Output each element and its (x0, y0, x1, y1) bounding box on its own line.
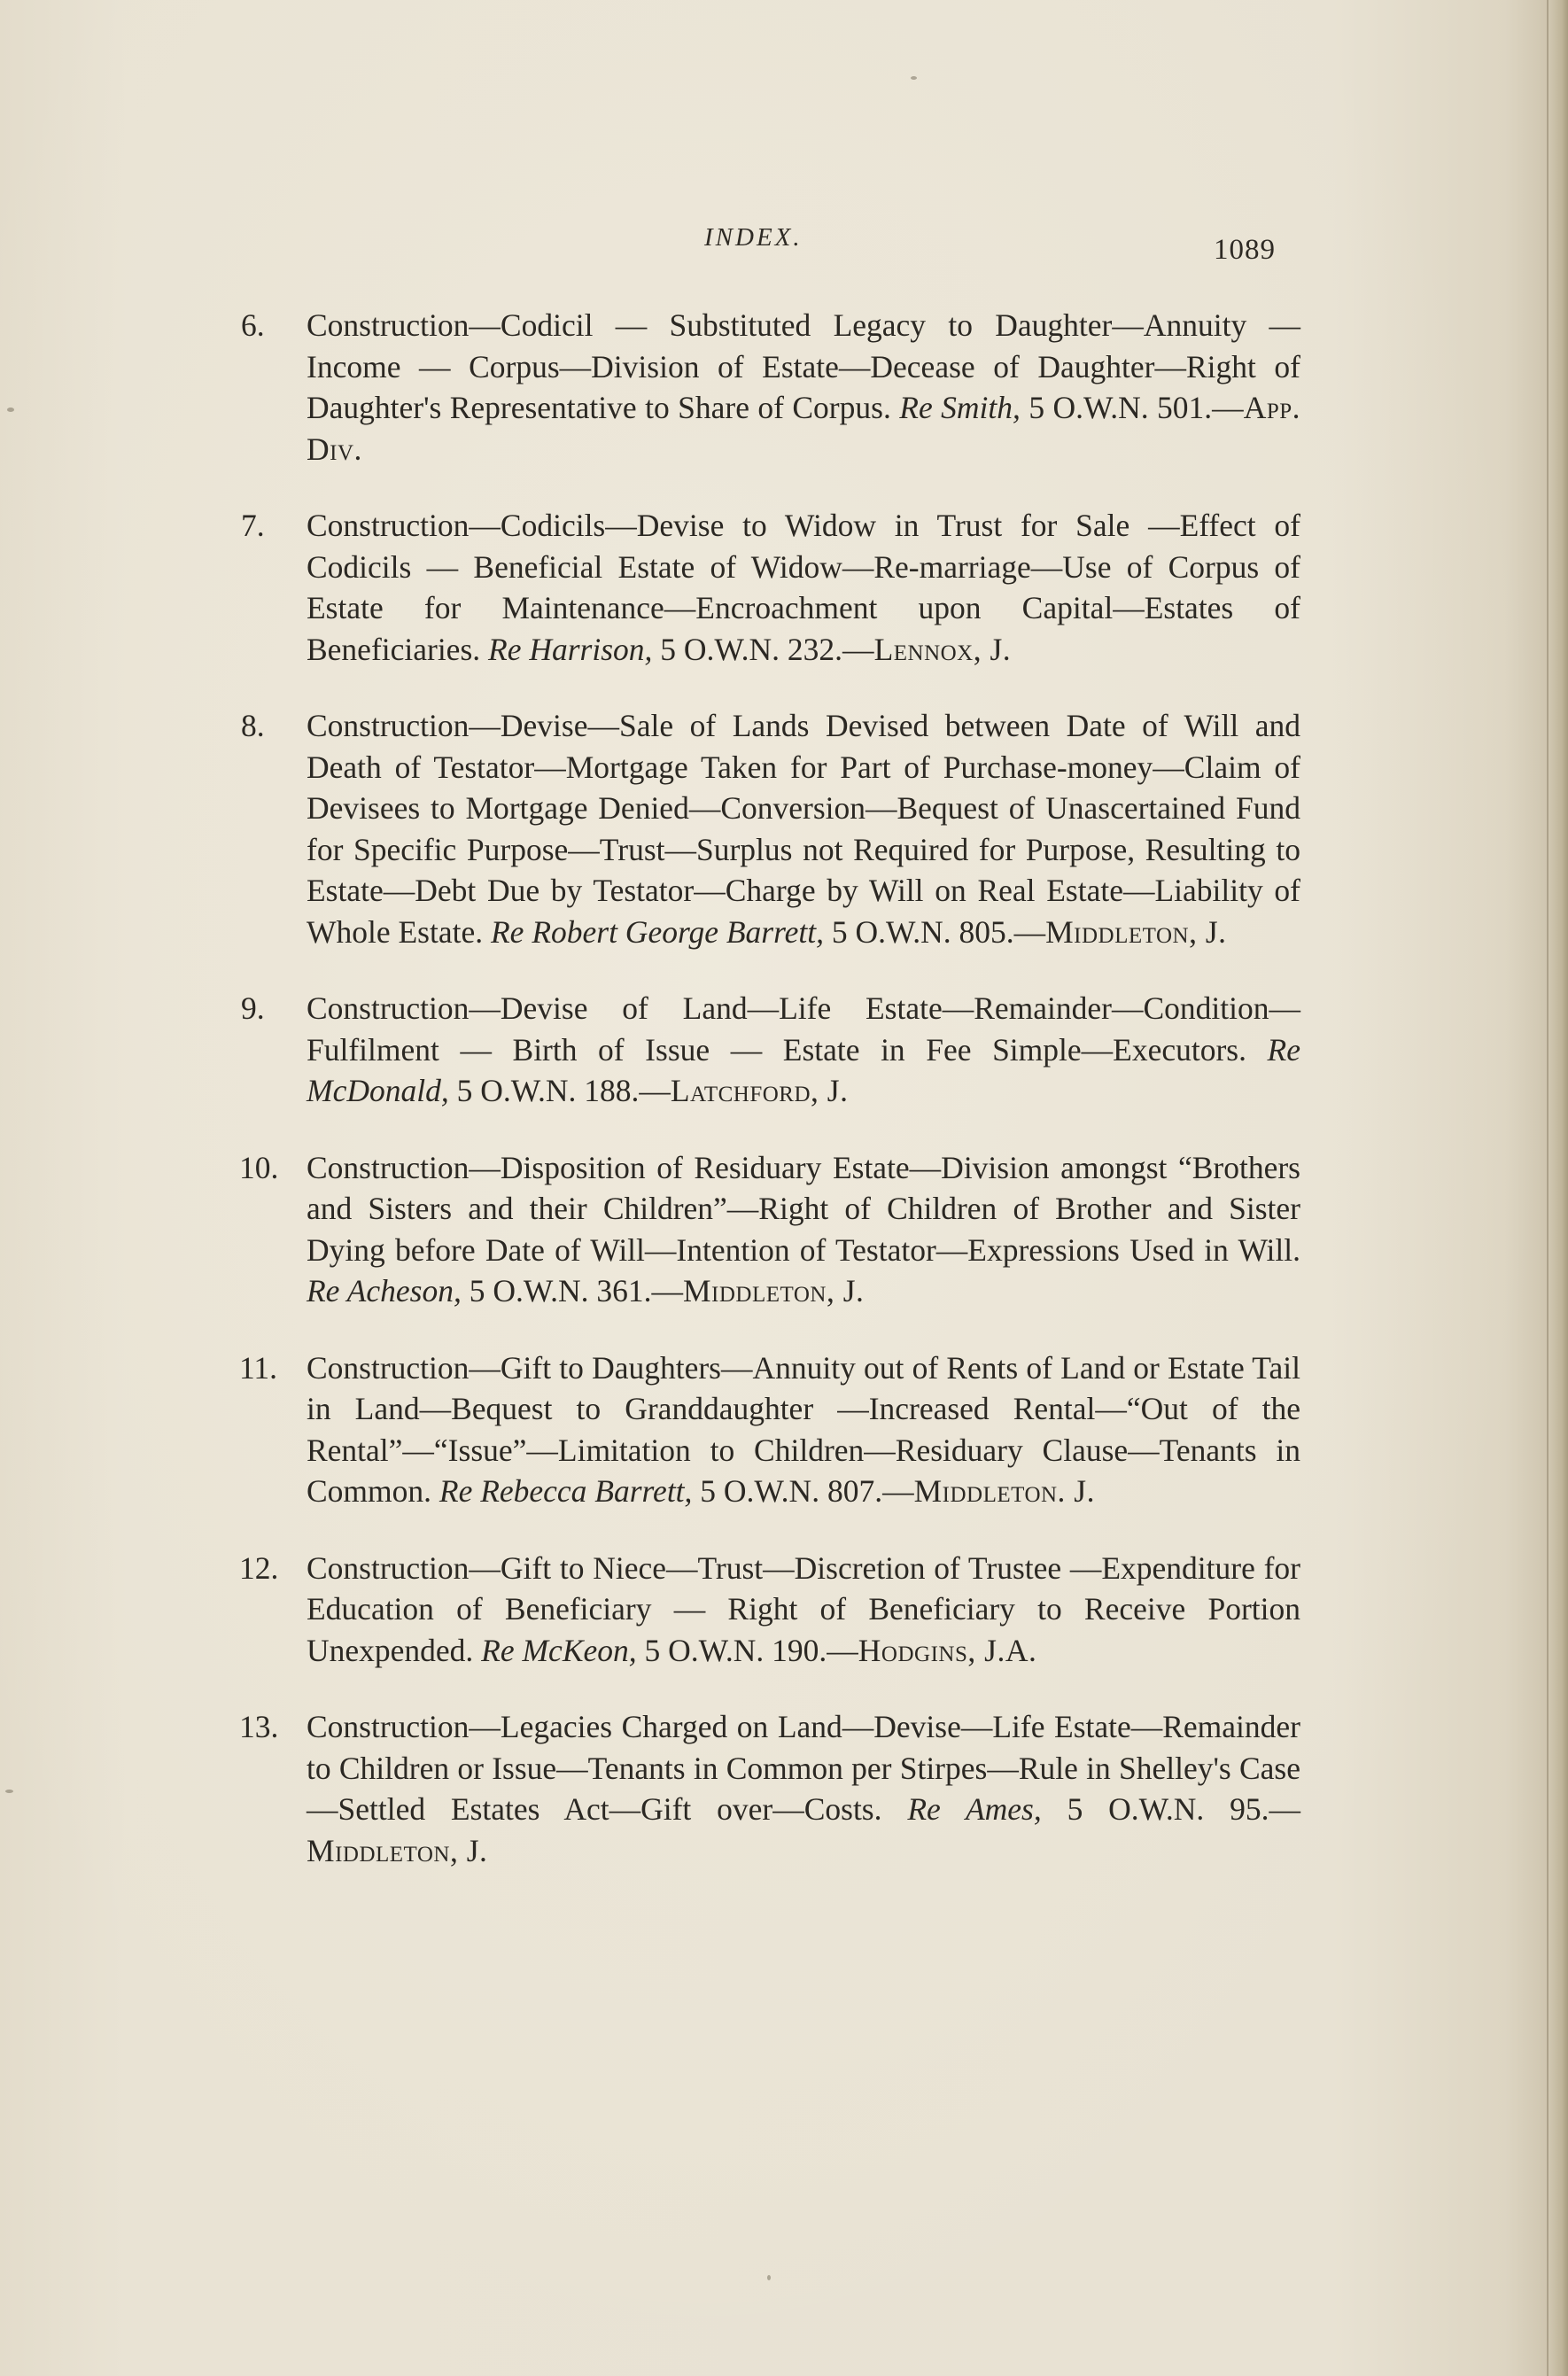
entry-number: 11. (239, 1349, 278, 1386)
case-name: Re McDonald, (307, 1031, 1300, 1108)
entry-number: 9. (241, 990, 265, 1026)
court-name: App. Div. (307, 390, 1301, 467)
paper-speck (5, 1790, 13, 1793)
entry-text: Construction—Codicils—Devise to Widow in Trust for Sale —Effect of Codicils — Beneficial Estate of Widow—Re-marriage—Use of Corpus of Estate for Maintenance—Encroachment upon Capital—Estates of Beneficiaries. (307, 508, 1300, 667)
entry-number: 12. (239, 1549, 279, 1586)
index-entry (241, 1347, 1300, 1512)
citation: 5 O.W.N. 807.— (700, 1473, 914, 1509)
page-number: 1089 (1214, 234, 1276, 266)
index-entry (241, 1548, 1300, 1672)
entry-text: Construction—Devise—Sale of Lands Devised between Date of Will and Death of Testator—Mortgage Taken for Part of Purchase-money—Claim of Devisees to Mortgage Denied—Conversion—Bequest of Unascertained Fund for Specific Purpose—Trust—Surplus not Required for Purpose, Resulting to Estate—Debt Due by Testator—Charge by Will on Real Estate—Liability of Whole Estate. (307, 708, 1300, 950)
index-entry-list (241, 305, 1300, 1906)
court-name: Lennox, J. (873, 631, 1012, 667)
case-name: Re Smith, (899, 390, 1021, 425)
index-entry (241, 988, 1300, 1112)
court-name: Latchford, J. (670, 1073, 849, 1108)
entry-number: 7. (241, 508, 265, 543)
court-name: Middleton, J. (1045, 913, 1227, 950)
citation: 5 O.W.N. 361.— (469, 1273, 683, 1308)
entry-number: 10. (239, 1149, 279, 1185)
court-name: Middleton, J. (682, 1273, 865, 1308)
citation: 5 O.W.N. 95.— (1067, 1791, 1300, 1827)
court-name: Middleton, J. (307, 1832, 488, 1868)
entry-text: Construction—Legacies Charged on Land—Devise—Life Estate—Remainder to Children or Issue—Tenants in Common per Stirpes—Rule in Shelley's Case—Settled Estates Act—Gift over—Costs. (307, 1709, 1300, 1827)
case-name: Re McKeon, (481, 1632, 637, 1668)
entry-number: 8. (241, 708, 265, 743)
entry-text: Construction—Gift to Niece—Trust—Discretion of Trustee —Expenditure for Education of Beneficiary — Right of Beneficiary to Receive Portion Unexpended. (307, 1549, 1300, 1668)
case-name: Re Acheson, (307, 1273, 462, 1308)
case-name: Re Robert George Barrett, (491, 913, 824, 950)
index-entry (241, 505, 1300, 670)
entry-text: Construction—Codicil — Substituted Legacy to Daughter—Annuity — Income — Corpus—Division of Estate—Decease of Daughter—Right of Daughter's Representative to Share of Corpus. (307, 307, 1300, 425)
index-entry (241, 305, 1300, 470)
page-edge-shadow (1538, 0, 1568, 2376)
entry-text: Construction—Disposition of Residuary Estate—Division amongst “Brothers and Sisters and their Children”—Right of Children of Brother and Sister Dying before Date of Will—Intention of Testator—Expressions Used in Will. (307, 1149, 1300, 1268)
court-name: Hodgins, J.A. (858, 1632, 1037, 1668)
citation: 5 O.W.N. 805.— (831, 913, 1046, 950)
page-edge-line (1547, 0, 1549, 2376)
entry-number: 6. (241, 307, 265, 343)
entry-text: Construction—Devise of Land—Life Estate—Remainder—Condition—Fulfilment — Birth of Issue — Estate in Fee Simple—Executors. (307, 990, 1300, 1068)
citation: 5 O.W.N. 501.— (1029, 390, 1244, 425)
entry-text: Construction—Gift to Daughters—Annuity out of Rents of Land or Estate Tail in Land—Bequest to Granddaughter —Increased Rental—“Out of the Rental”—“Issue”—Limitation to Children—Residuary Clause—Tenants in Common. (307, 1349, 1300, 1509)
citation: 5 O.W.N. 190.— (644, 1632, 858, 1668)
paper-speck (767, 2275, 771, 2280)
index-entry (241, 705, 1300, 952)
citation: 5 O.W.N. 232.— (660, 631, 874, 667)
index-entry (241, 1147, 1300, 1312)
citation: 5 O.W.N. 188.— (456, 1073, 671, 1108)
case-name: Re Harrison, (488, 631, 653, 667)
case-name: Re Ames, (907, 1791, 1042, 1827)
paper-speck (911, 76, 917, 80)
entry-number: 13. (239, 1709, 279, 1744)
index-entry (241, 1706, 1300, 1871)
running-header-title: INDEX. (704, 223, 803, 252)
paper-speck (7, 408, 14, 412)
case-name: Re Rebecca Barrett, (439, 1473, 693, 1509)
court-name: Middleton. J. (913, 1473, 1095, 1509)
